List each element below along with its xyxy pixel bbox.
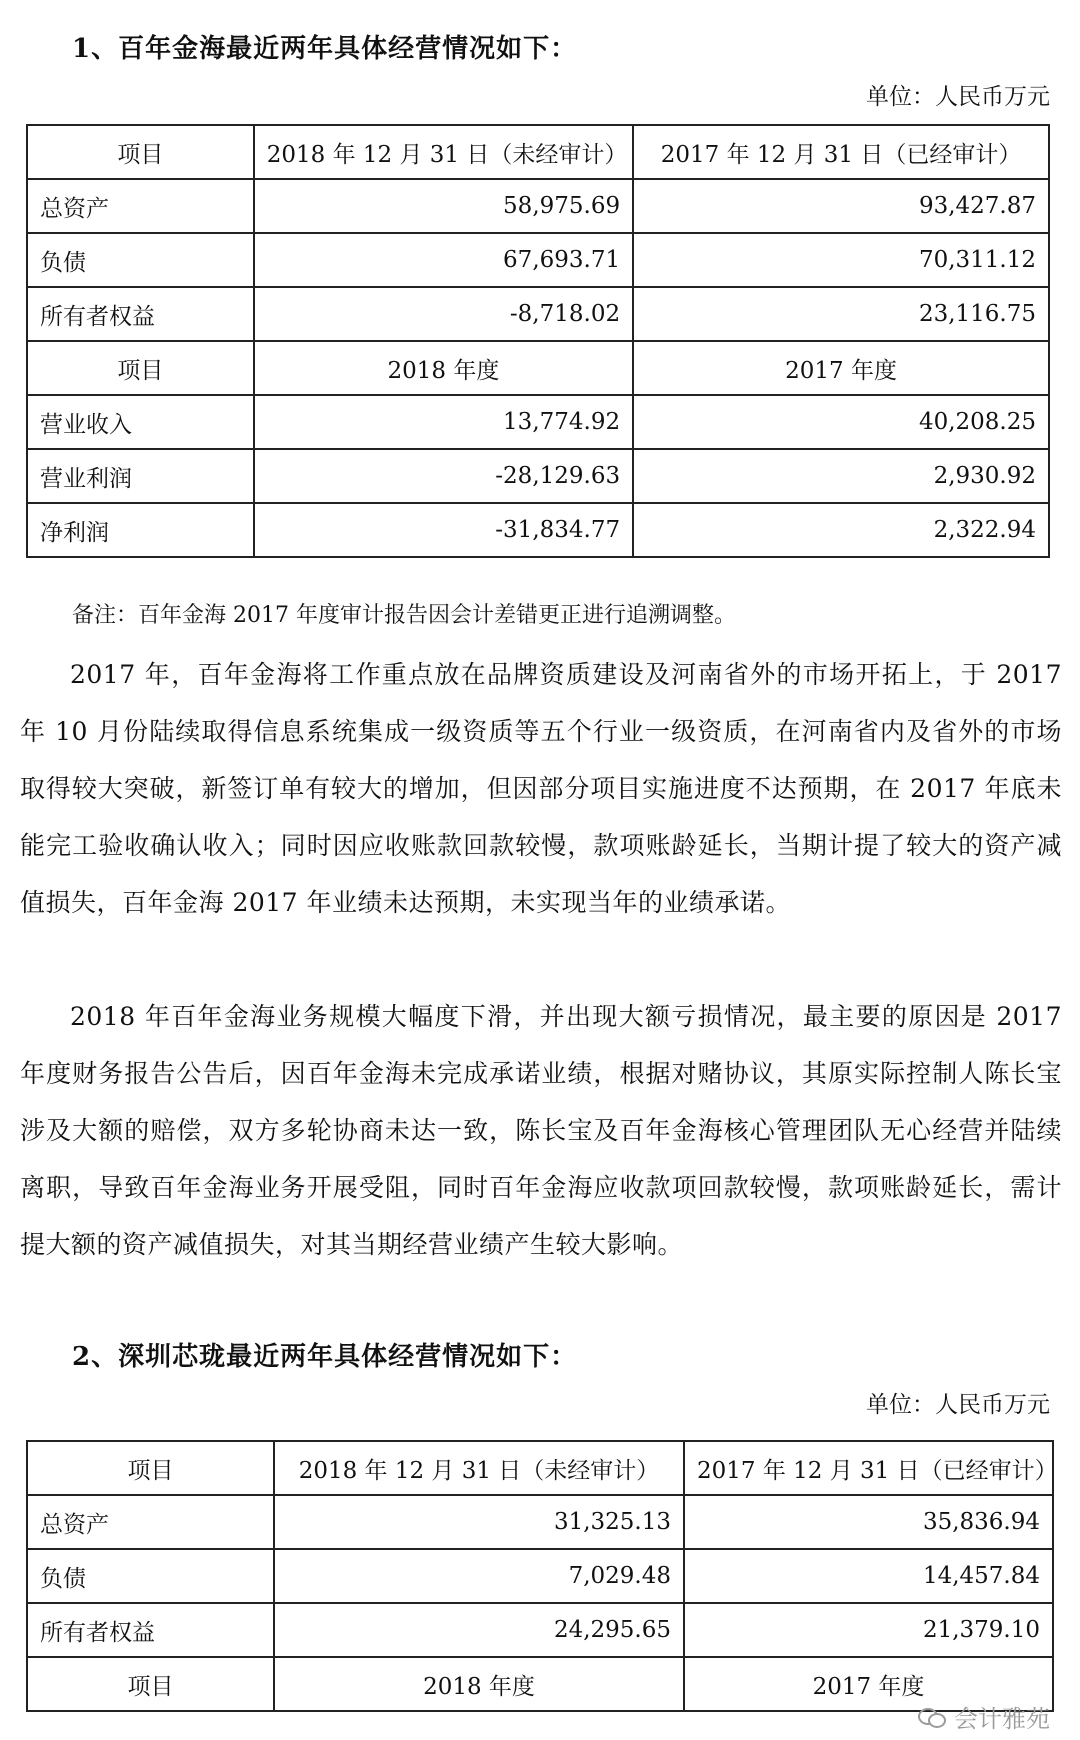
table-cell: 24,295.65	[274, 1603, 684, 1657]
table-cell: -28,129.63	[254, 449, 633, 503]
table-cell: 58,975.69	[254, 179, 633, 233]
section2-unit: 单位：人民币万元	[866, 1392, 1050, 1418]
table-cell: 21,379.10	[684, 1603, 1053, 1657]
table-row	[27, 1549, 1053, 1603]
table-cell: 项目	[27, 1441, 274, 1495]
table-cell: 净利润	[27, 503, 254, 557]
table-cell: 2017 年度	[633, 341, 1049, 395]
table-cell: 2018 年度	[254, 341, 633, 395]
table-cell: 项目	[27, 1657, 274, 1711]
table-cell: 2017 年度	[684, 1657, 1053, 1711]
table-cell: 13,774.92	[254, 395, 633, 449]
table-row	[27, 503, 1049, 557]
table-row	[27, 1603, 1053, 1657]
table-cell: 2018 年度	[274, 1657, 684, 1711]
table-row	[27, 341, 1049, 395]
section1-unit: 单位：人民币万元	[866, 84, 1050, 110]
table-row	[27, 1657, 1053, 1711]
table-row	[27, 1495, 1053, 1549]
table-cell: 2018 年 12 月 31 日（未经审计）	[254, 125, 633, 179]
table-cell: 93,427.87	[633, 179, 1049, 233]
section1-heading: 1、百年金海最近两年具体经营情况如下：	[72, 34, 578, 64]
section1-table	[26, 124, 1050, 558]
table-cell: 项目	[27, 341, 254, 395]
table-cell: 负债	[27, 233, 254, 287]
table-cell: 2,322.94	[633, 503, 1049, 557]
table-row	[27, 449, 1049, 503]
table-cell: 总资产	[27, 179, 254, 233]
section1-note: 备注：百年金海 2017 年度审计报告因会计差错更正进行追溯调整。	[72, 603, 736, 628]
table-cell: 项目	[27, 125, 254, 179]
table-cell: 负债	[27, 1549, 274, 1603]
table-cell: 23,116.75	[633, 287, 1049, 341]
table-cell: 营业收入	[27, 395, 254, 449]
table-cell: 40,208.25	[633, 395, 1049, 449]
table-cell: 2018 年 12 月 31 日（未经审计）	[274, 1441, 684, 1495]
table-cell: 2017 年 12 月 31 日（已经审计）	[633, 125, 1049, 179]
watermark	[918, 1699, 1050, 1734]
table-row	[27, 1441, 1053, 1495]
table-cell: 所有者权益	[27, 287, 254, 341]
table-row	[27, 233, 1049, 287]
table-row	[27, 125, 1049, 179]
table-row	[27, 395, 1049, 449]
table-cell: 7,029.48	[274, 1549, 684, 1603]
watermark-text: 会计雅苑	[954, 1705, 1050, 1733]
table-row	[27, 179, 1049, 233]
table-cell: 67,693.71	[254, 233, 633, 287]
section2-table	[26, 1440, 1058, 1712]
wechat-icon	[918, 1706, 948, 1728]
table-row	[27, 287, 1049, 341]
table-cell: -31,834.77	[254, 503, 633, 557]
table-cell: 14,457.84	[684, 1549, 1053, 1603]
table-cell: 2,930.92	[633, 449, 1049, 503]
table-cell: 31,325.13	[274, 1495, 684, 1549]
table-cell: 2017 年 12 月 31 日（已经审计）	[684, 1441, 1053, 1495]
paragraph-2018: 2018 年百年金海业务规模大幅度下滑，并出现大额亏损情况，最主要的原因是 2017 年度财务报告公告后，因百年金海未完成承诺业绩，根据对赌协议，其原实际控制人陈长宝涉及大额的赔偿，双方多轮协商未达一致，陈长宝及百年金海核心管理团队无心经营并陆续离职，导致百年金海业务开展受阻，同时百年金海应收款项回款较慢，款项账龄延长，需计提大额的资产减值损失，对其当期经营业绩产生较大影响。	[20, 1002, 1062, 1259]
table-cell: 总资产	[27, 1495, 274, 1549]
table-cell: 35,836.94	[684, 1495, 1053, 1549]
table-cell: 营业利润	[27, 449, 254, 503]
table-cell: 70,311.12	[633, 233, 1049, 287]
table-cell: -8,718.02	[254, 287, 633, 341]
section2-heading: 2、深圳芯珑最近两年具体经营情况如下：	[72, 1342, 578, 1372]
paragraph-2017: 2017 年，百年金海将工作重点放在品牌资质建设及河南省外的市场开拓上，于 2017 年 10 月份陆续取得信息系统集成一级资质等五个行业一级资质，在河南省内及省外的市场取得较大突破，新签订单有较大的增加，但因部分项目实施进度不达预期，在 2017 年底未能完工验收确认收入；同时因应收账款回款较慢，款项账龄延长，当期计提了较大的资产减值损失，百年金海 2017 年业绩未达预期，未实现当年的业绩承诺。	[20, 660, 1062, 917]
table-cell: 所有者权益	[27, 1603, 274, 1657]
